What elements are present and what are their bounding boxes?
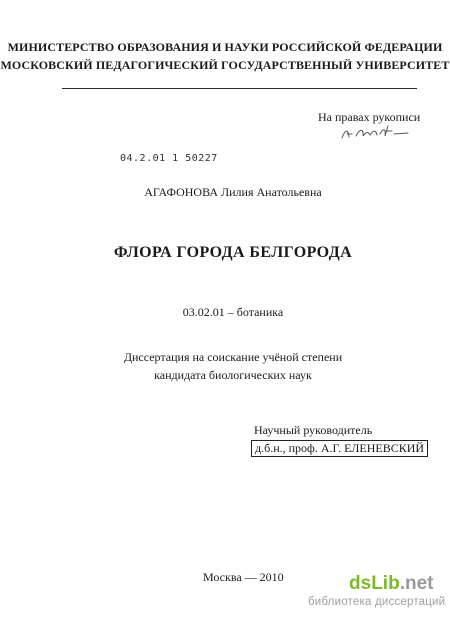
registration-code: 04.2.01 1 50227 (120, 153, 218, 164)
signature-icon (336, 122, 416, 144)
logo-ds: ds (349, 573, 372, 594)
thesis-title: ФЛОРА ГОРОДА БЕЛГОРОДА (113, 244, 353, 261)
logo-lib: Lib (371, 573, 400, 594)
header-rule (62, 88, 417, 89)
logo-subtitle: библиотека диссертаций (308, 596, 446, 608)
signature (336, 122, 416, 144)
dslib-logo (349, 573, 433, 595)
specialty: 03.02.01 – ботаника (182, 305, 284, 319)
author-name: Лилия Анатольевна (221, 185, 322, 199)
author-surname: АГАФОНОВА (144, 185, 218, 199)
logo-net: .net (399, 573, 434, 594)
university-heading: МОСКОВСКИЙ ПЕДАГОГИЧЕСКИЙ ГОСУДАРСТВЕННЫЙ УНИВЕРСИТЕТ (0, 58, 450, 72)
ministry-heading: МИНИСТЕРСТВО ОБРАЗОВАНИЯ И НАУКИ РОССИЙСКОЙ ФЕДЕРАЦИИ (7, 40, 443, 54)
dissertation-line-2: кандидата биологических наук (154, 368, 312, 382)
author-line (8, 185, 450, 200)
rights-label: На правах рукописи (318, 110, 421, 124)
supervisor-name: д.б.н., проф. А.Г. ЕЛЕНЕВСКИЙ (251, 440, 428, 457)
dissertation-line-1: Диссертация на соискание учёной степени (123, 350, 343, 364)
city-year: Москва — 2010 (203, 570, 284, 584)
supervisor-label: Научный руководитель (254, 423, 373, 437)
